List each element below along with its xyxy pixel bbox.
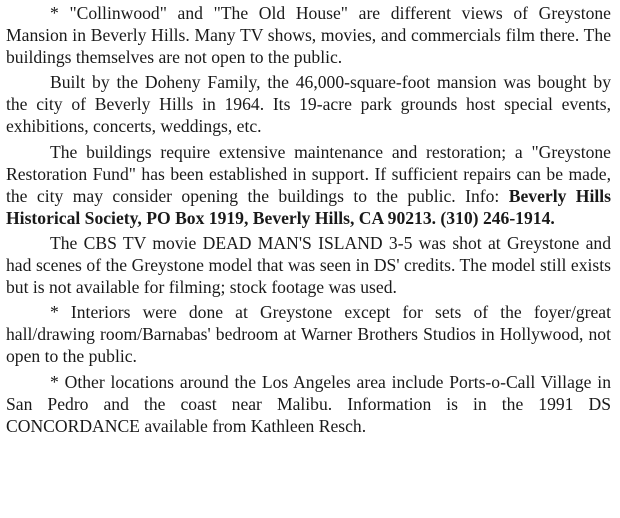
paragraph-greystone-views xyxy=(6,2,611,68)
paragraph-interiors xyxy=(6,301,611,367)
document-page xyxy=(6,2,611,437)
paragraph-text: * Other locations around the Los Angeles area include Ports-o-Call Village in San Pedro and the coast near Malibu. Information is in the 1991 DS CONCORDANCE available from Kathleen Resch. xyxy=(6,371,611,436)
paragraph-text: * "Collinwood" and "The Old House" are different views of Greystone Mansion in Beverly Hills. Many TV shows, movies, and commercials film there. The buildings themselves are not open to the public. xyxy=(6,3,611,68)
paragraph-cbs-movie xyxy=(6,232,611,298)
paragraph-other-locations xyxy=(6,371,611,437)
paragraph-text: The buildings require extensive maintenance and restoration; a "Greystone Restoration Fund" has been established in support. If sufficient repairs can be made, the city may consider opening the buildings to the public. Info: xyxy=(6,141,611,206)
contact-info: Beverly Hills Historical Society, PO Box 1919, Beverly Hills, CA 90213. (310) 246-1914. xyxy=(6,185,611,228)
paragraph-doheny-history xyxy=(6,71,611,137)
paragraph-text: * Interiors were done at Greystone except for sets of the foyer/great hall/drawing room/Barnabas' bedroom at Warner Brothers Studios in Hollywood, not open to the public. xyxy=(6,302,611,367)
paragraph-text: Built by the Doheny Family, the 46,000-square-foot mansion was bought by the city of Beverly Hills in 1964. Its 19-acre park grounds host special events, exhibitions, concerts, weddings, etc. xyxy=(6,72,611,137)
paragraph-restoration-fund xyxy=(6,141,611,229)
paragraph-text: The CBS TV movie DEAD MAN'S ISLAND 3-5 was shot at Greystone and had scenes of the Greystone model that was seen in DS' credits. The model still exists but is not available for filming; stock footage was used. xyxy=(6,232,611,298)
